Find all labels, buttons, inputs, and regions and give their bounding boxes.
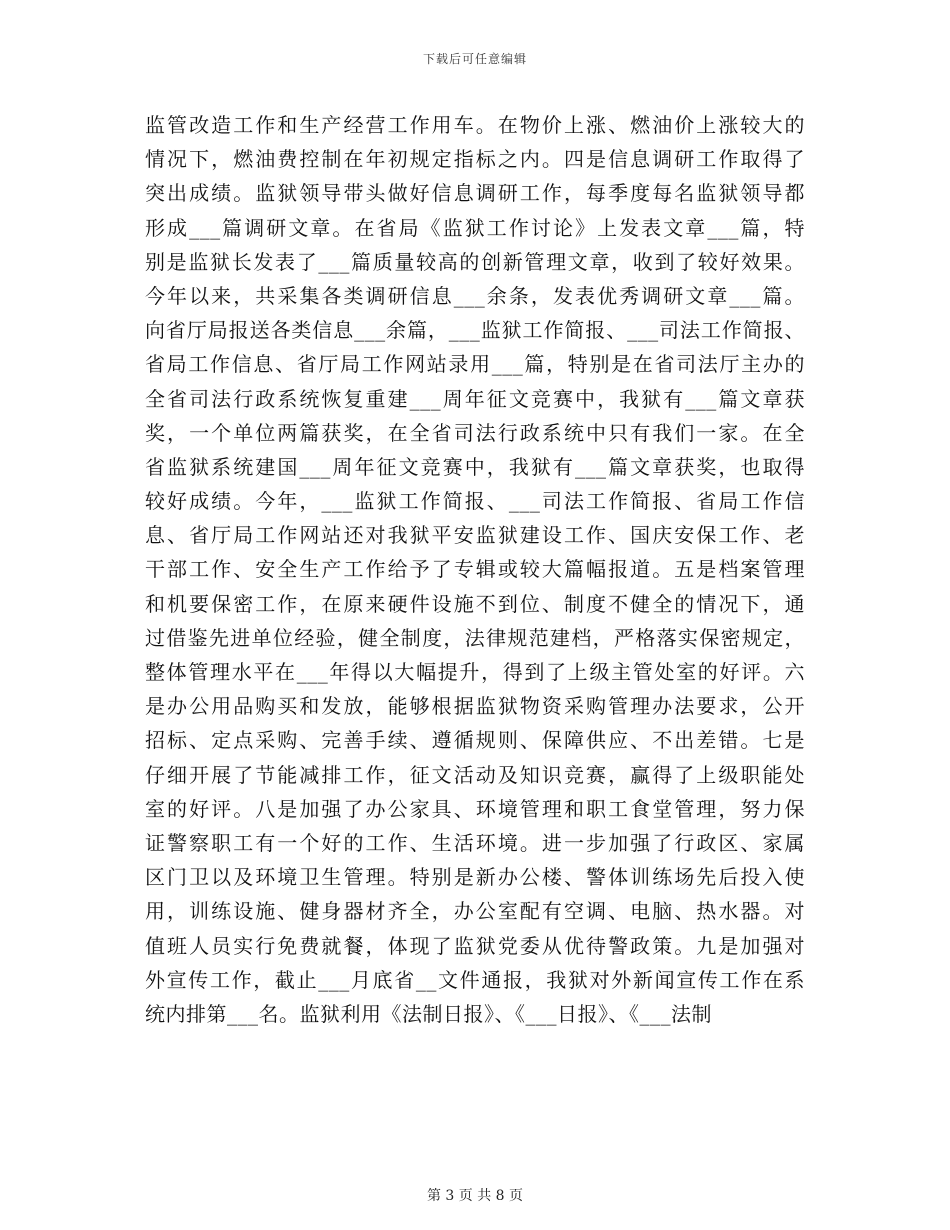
text-line-11: 省监狱系统建国___周年征文竞赛中，我狱有___篇文章获奖，也取得: [145, 454, 805, 479]
text-line-18: 是办公用品购买和发放，能够根据监狱物资采购管理办法要求，公开: [145, 694, 805, 719]
document-body: [145, 108, 805, 1031]
text-line-22: 证警察职工有一个好的工作、生活环境。进一步加强了行政区、家属: [145, 830, 805, 855]
text-line-26: 外宣传工作，截止___月底省__文件通报，我狱对外新闻宣传工作在系: [145, 967, 805, 992]
text-line-23: 区门卫以及环境卫生管理。特别是新办公楼、警体训练场先后投入使: [145, 865, 805, 890]
page-header-note: 下载后可任意编辑: [422, 52, 527, 66]
text-line-3: 突出成绩。监狱领导带头做好信息调研工作，每季度每名监狱领导都: [145, 181, 805, 206]
text-line-13: 息、省厅局工作网站还对我狱平安监狱建设工作、国庆安保工作、老: [145, 523, 805, 548]
text-line-1: 监管改造工作和生产经营工作用车。在物价上涨、燃油价上涨较大的: [145, 113, 805, 137]
text-line-15: 和机要保密工作，在原来硬件设施不到位、制度不健全的情况下，通: [145, 591, 805, 616]
text-line-9: 全省司法行政系统恢复重建___周年征文竞赛中，我狱有___篇文章获: [145, 386, 805, 411]
text-line-21: 室的好评。八是加强了办公家具、环境管理和职工食堂管理，努力保: [145, 796, 805, 821]
text-line-16: 过借鉴先进单位经验，健全制度，法律规范建档，严格落实保密规定，: [145, 625, 805, 650]
text-line-2: 情况下，燃油费控制在年初规定指标之内。四是信息调研工作取得了: [145, 147, 805, 172]
text-line-14: 干部工作、安全生产工作给予了专辑或较大篇幅报道。五是档案管理: [145, 557, 805, 582]
text-line-8: 省局工作信息、省厅局工作网站录用___篇，特别是在省司法厅主办的: [145, 352, 805, 377]
text-line-6: 今年以来，共采集各类调研信息___余条，发表优秀调研文章___篇。: [145, 283, 805, 308]
text-line-5: 别是监狱长发表了___篇质量较高的创新管理文章，收到了较好效果。: [145, 249, 805, 274]
text-line-7: 向省厅局报送各类信息___余篇，___监狱工作简报、___司法工作简报、: [145, 318, 805, 343]
text-line-24: 用，训练设施、健身器材齐全，办公室配有空调、电脑、热水器。对: [145, 899, 805, 924]
text-line-19: 招标、定点采购、完善手续、遵循规则、保障供应、不出差错。七是: [145, 728, 805, 753]
text-line-17: 整体管理水平在___年得以大幅提升，得到了上级主管处室的好评。六: [145, 660, 805, 684]
text-line-12: 较好成绩。今年，___监狱工作简报、___司法工作简报、省局工作信: [145, 489, 805, 514]
text-line-25: 值班人员实行免费就餐，体现了监狱党委从优待警政策。九是加强对: [145, 933, 805, 958]
page-number-footer: 第 3 页 共 8 页: [426, 1188, 524, 1204]
text-line-4: 形成___篇调研文章。在省局《监狱工作讨论》上发表文章___篇，特: [145, 215, 805, 240]
text-line-27: 统内排第___名。监狱利用《法制日报》、《___日报》、《___法制: [145, 1001, 712, 1026]
text-line-10: 奖，一个单位两篇获奖，在全省司法行政系统中只有我们一家。在全: [145, 420, 805, 445]
text-line-20: 仔细开展了节能减排工作，征文活动及知识竞赛，赢得了上级职能处: [145, 762, 805, 787]
